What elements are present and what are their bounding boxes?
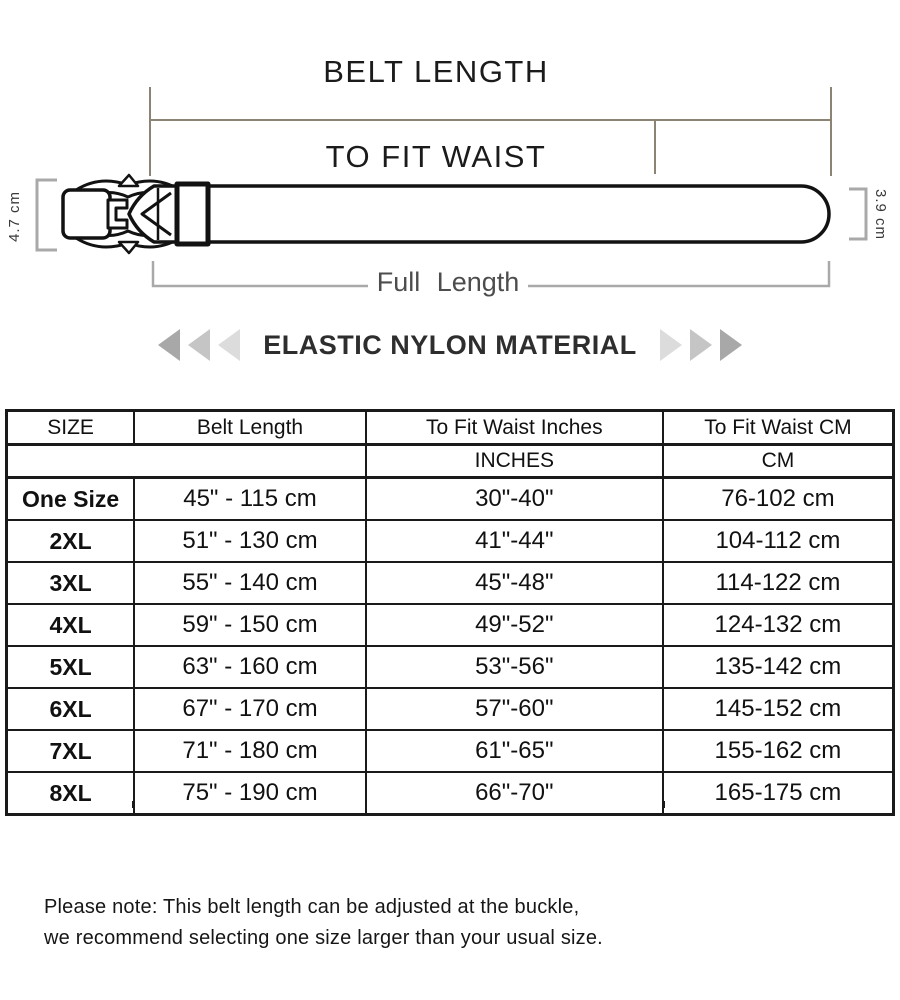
- table-row: [7, 772, 894, 815]
- strap-width-label: 3.9 cm: [872, 188, 889, 240]
- cell-belt-length: 63" - 160 cm: [134, 646, 366, 688]
- right-bracket: [849, 189, 866, 239]
- belt-strap: [206, 186, 829, 242]
- cell-size: One Size: [7, 478, 135, 521]
- col-header-waist-inches: To Fit Waist Inches: [366, 411, 663, 445]
- table-divider-stub: [132, 801, 134, 808]
- table-row: [7, 604, 894, 646]
- cell-belt-length: 67" - 170 cm: [134, 688, 366, 730]
- left-bracket: [37, 180, 57, 250]
- table-row: [7, 520, 894, 562]
- cell-belt-length: 45" - 115 cm: [134, 478, 366, 521]
- cell-waist-inches: 30"-40": [366, 478, 663, 521]
- cell-waist-inches: 53"-56": [366, 646, 663, 688]
- subheader-cm: CM: [663, 445, 894, 478]
- table-row: [7, 562, 894, 604]
- cell-belt-length: 75" - 190 cm: [134, 772, 366, 815]
- cell-waist-inches: 45"-48": [366, 562, 663, 604]
- table-subheader-row: [7, 445, 894, 478]
- triangle-right-icon: [690, 329, 712, 361]
- cell-belt-length: 59" - 150 cm: [134, 604, 366, 646]
- cell-belt-length: 51" - 130 cm: [134, 520, 366, 562]
- material-banner: [0, 329, 900, 361]
- cell-waist-cm: 145-152 cm: [663, 688, 894, 730]
- cell-size: 2XL: [7, 520, 135, 562]
- cell-waist-inches: 41"-44": [366, 520, 663, 562]
- table-row: [7, 478, 894, 521]
- table-row: [7, 646, 894, 688]
- cell-size: 7XL: [7, 730, 135, 772]
- cell-waist-inches: 57"-60": [366, 688, 663, 730]
- buckle-body-icon: [63, 190, 110, 238]
- cell-waist-cm: 124-132 cm: [663, 604, 894, 646]
- triangle-left-icon: [218, 329, 240, 361]
- size-table: [5, 409, 895, 816]
- note: [44, 892, 603, 954]
- cell-waist-cm: 165-175 cm: [663, 772, 894, 815]
- buckle-height-label: 4.7 cm: [6, 191, 23, 243]
- cell-waist-cm: 135-142 cm: [663, 646, 894, 688]
- cell-belt-length: 55" - 140 cm: [134, 562, 366, 604]
- table-divider-stub: [663, 801, 665, 808]
- cell-waist-inches: 66"-70": [366, 772, 663, 815]
- cell-size: 3XL: [7, 562, 135, 604]
- triangle-right-icon: [660, 329, 682, 361]
- triangle-right-icon: [720, 329, 742, 361]
- material-banner-text: ELASTIC NYLON MATERIAL: [263, 329, 637, 360]
- table-header-row: [7, 411, 894, 445]
- cell-size: 6XL: [7, 688, 135, 730]
- cell-waist-inches: 49"-52": [366, 604, 663, 646]
- col-header-size: SIZE: [7, 411, 135, 445]
- cell-waist-cm: 76-102 cm: [663, 478, 894, 521]
- table-divider-stub: [365, 801, 367, 808]
- table-row: [7, 730, 894, 772]
- belt-keeper-icon: [177, 184, 208, 244]
- note-line-1: Please note: This belt length can be adjusted at the buckle,: [44, 896, 580, 918]
- cell-size: 5XL: [7, 646, 135, 688]
- triangle-left-icon: [188, 329, 210, 361]
- table-row: [7, 688, 894, 730]
- belt-length-title: BELT LENGTH: [323, 54, 549, 89]
- triangle-left-icon: [158, 329, 180, 361]
- cell-size: 8XL: [7, 772, 135, 815]
- note-line-2: we recommend selecting one size larger than your usual size.: [44, 927, 603, 949]
- col-header-waist-cm: To Fit Waist CM: [663, 411, 894, 445]
- full-length-label: Full Length: [376, 267, 520, 297]
- col-header-belt-length: Belt Length: [134, 411, 366, 445]
- cell-waist-cm: 114-122 cm: [663, 562, 894, 604]
- cell-size: 4XL: [7, 604, 135, 646]
- subheader-inches: INCHES: [366, 445, 663, 478]
- to-fit-waist-title: TO FIT WAIST: [325, 139, 547, 174]
- cell-waist-cm: 155-162 cm: [663, 730, 894, 772]
- cell-waist-inches: 61"-65": [366, 730, 663, 772]
- subheader-empty-cell: [7, 445, 366, 478]
- cell-waist-cm: 104-112 cm: [663, 520, 894, 562]
- belt-illustration: [63, 175, 829, 253]
- cell-belt-length: 71" - 180 cm: [134, 730, 366, 772]
